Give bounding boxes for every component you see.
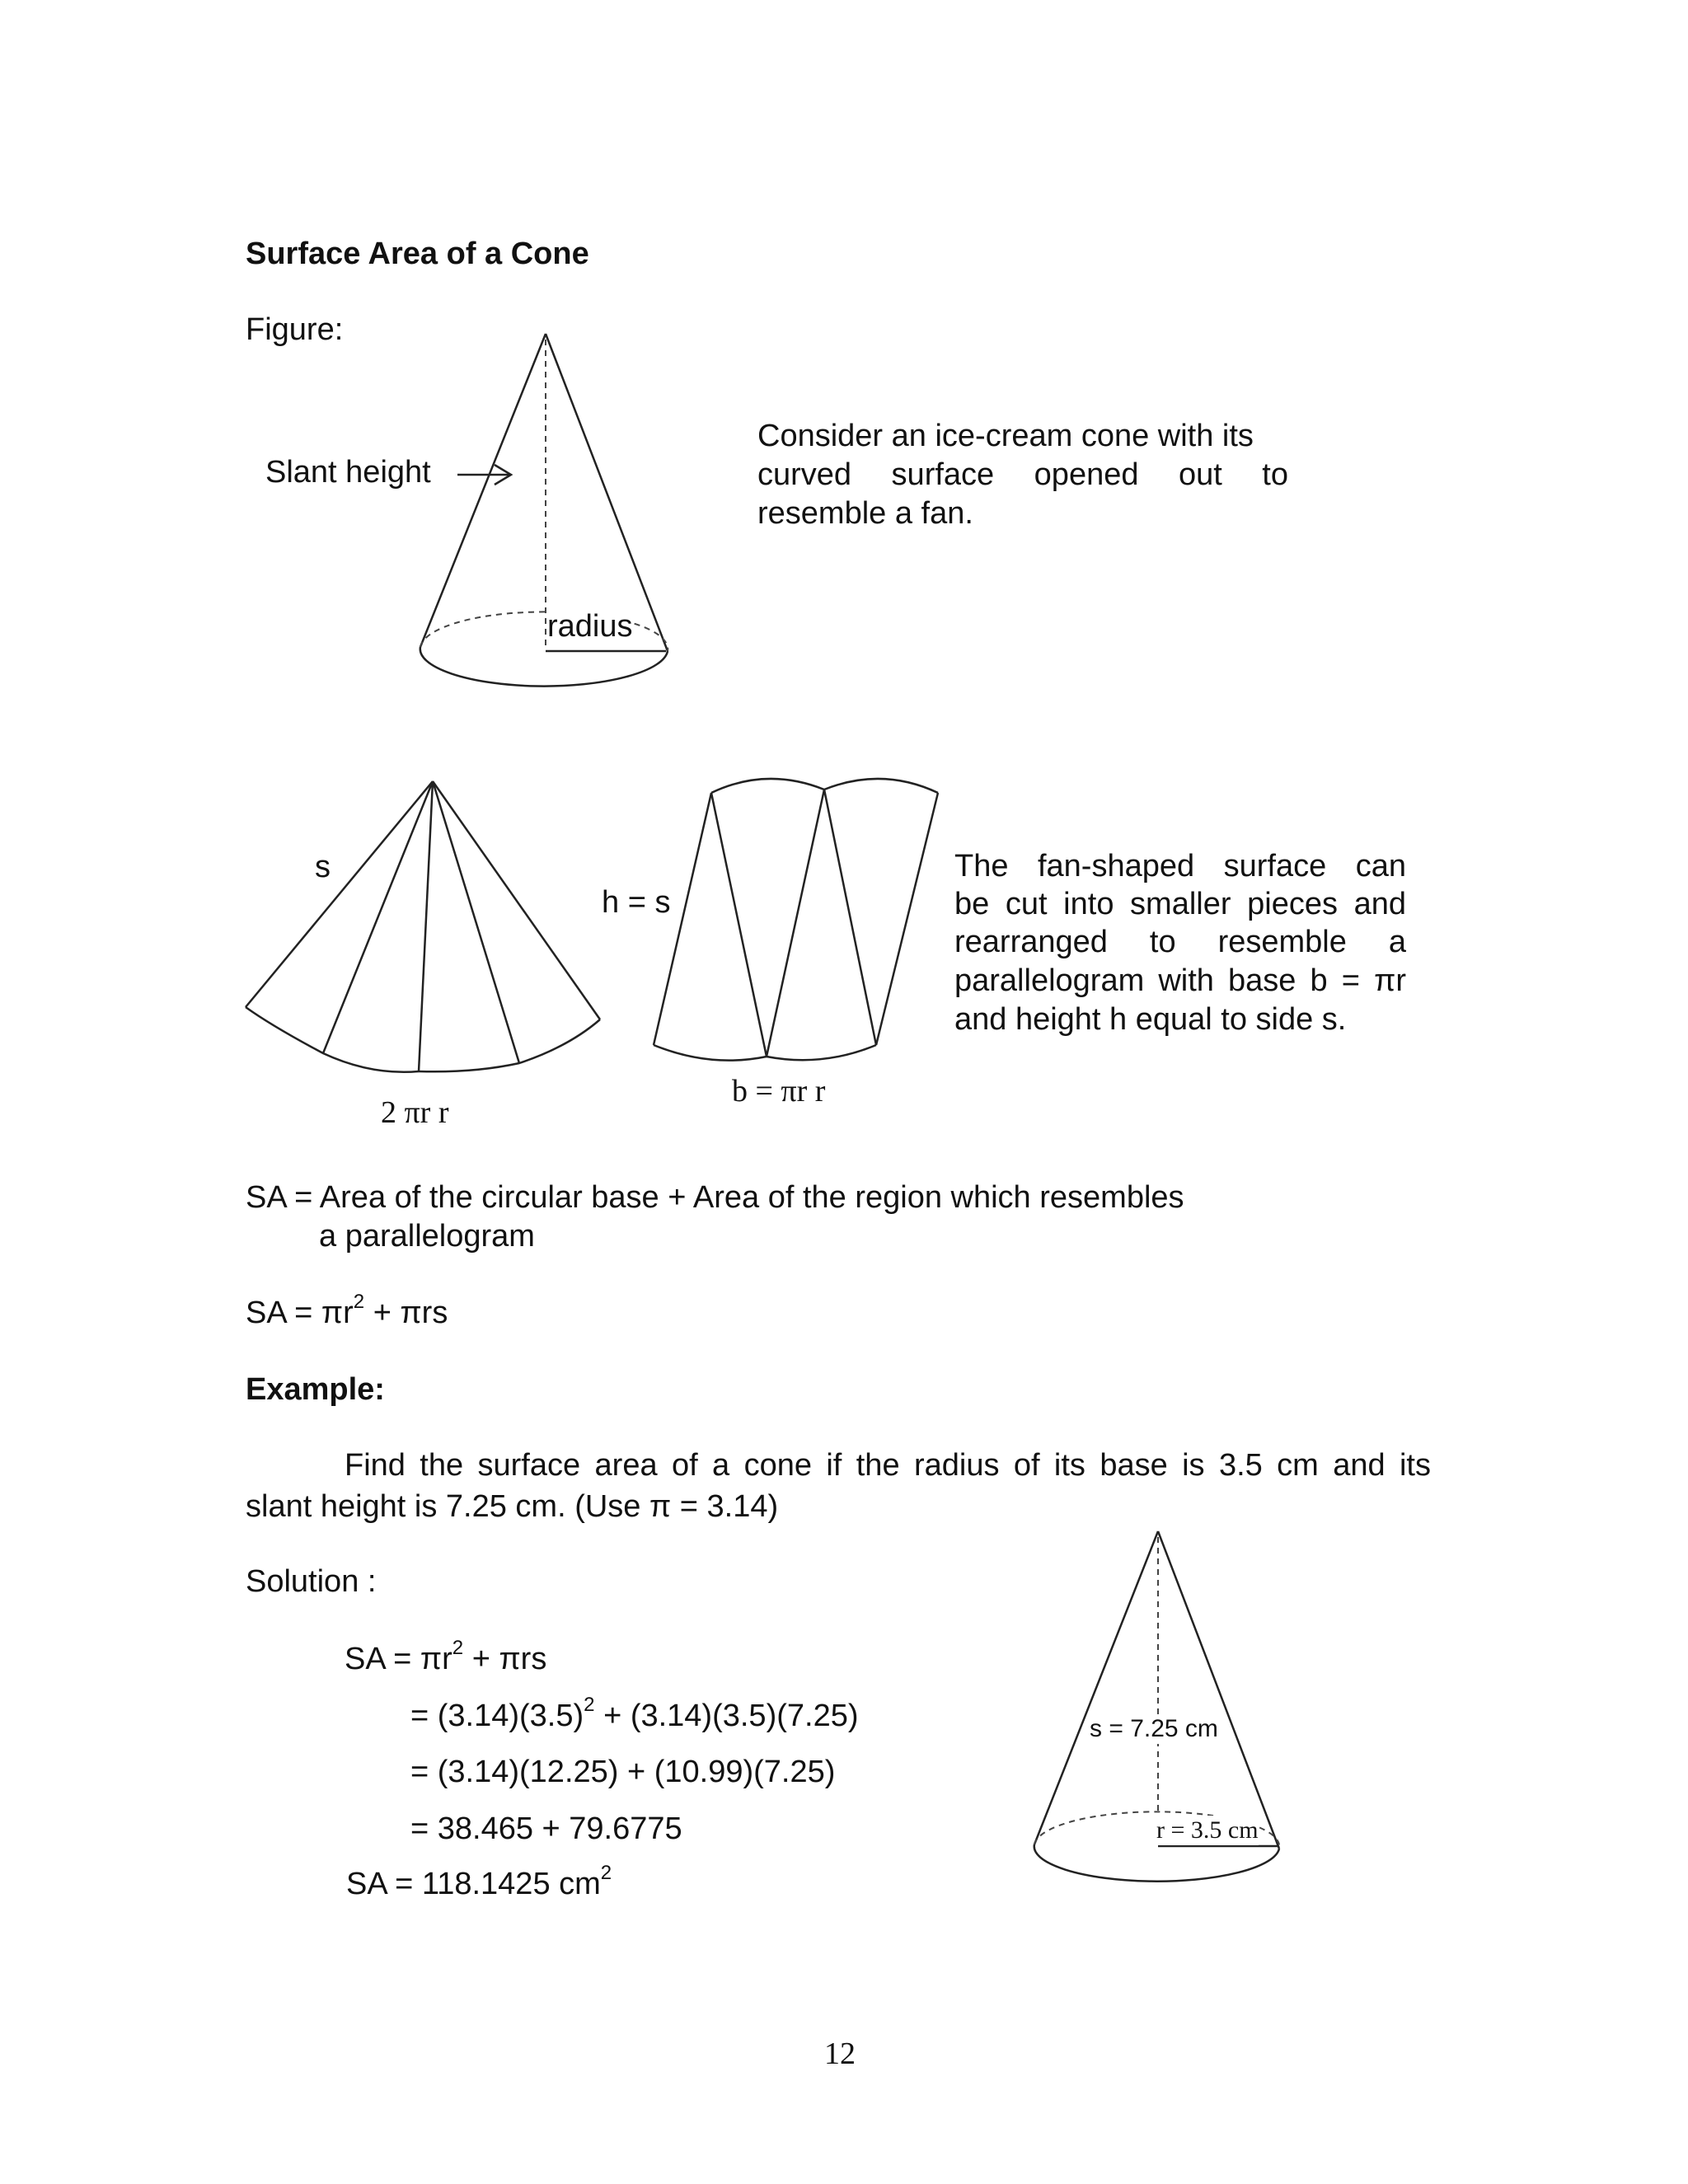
fan-figure: [246, 781, 600, 1072]
page-title: Surface Area of a Cone: [246, 237, 589, 271]
slant-length-label: s = 7.25 cm: [1090, 1715, 1218, 1742]
fan-arc-label: 2 πr r: [381, 1095, 449, 1130]
solution-label: Solution :: [246, 1564, 377, 1599]
example-problem: Find the surface area of a cone if the radius of its base is 3.5 cm and its: [345, 1448, 1431, 1483]
solution-result: SA = 118.1425 $cm^2$: [346, 1862, 612, 1901]
parallelogram-figure: [654, 779, 938, 1061]
figure2-description-line: and height h equal to side s.: [954, 1002, 1347, 1037]
sa-formula: SA = $\pi r^2 + \pi rs$: [246, 1291, 448, 1330]
figure2-description-line: be cut into smaller pieces and: [954, 887, 1406, 921]
figure2-description-line: rearranged to resemble a: [954, 925, 1406, 959]
solution-step: = $(3.14)(3.5)^2 + (3.14)(3.5)(7.25)$: [410, 1694, 859, 1733]
radius-label: radius: [547, 608, 633, 646]
solution-step: = 38.465 + 79.6775: [410, 1811, 682, 1846]
fan-s-label: s: [315, 850, 331, 884]
figure1-description-line: Consider an ice-cream cone with its: [757, 419, 1254, 453]
figure1-description-line: curved surface opened out to: [757, 457, 1288, 492]
arrow-icon: [457, 465, 511, 485]
figure-label: Figure:: [246, 312, 344, 347]
sa-definition: SA = Area of the circular base + Area of the region which resembles: [246, 1180, 1184, 1215]
example-problem-cont: slant height is 7.25 cm. (Use π = 3.14): [246, 1489, 779, 1524]
figure1-description-line: resemble a fan.: [757, 496, 973, 531]
slant-height-label: Slant height: [265, 455, 431, 490]
figure2-description-line: The fan-shaped surface can: [954, 849, 1406, 883]
page-number: 12: [824, 2036, 856, 2071]
solution-step: SA = $\pi r^2 + \pi rs$: [345, 1637, 547, 1676]
base-label: b = πr r: [732, 1074, 826, 1108]
radius-length-label: r = 3.5 cm: [1156, 1816, 1259, 1844]
height-label: h = s: [602, 885, 671, 920]
sa-definition-cont: a parallelogram: [319, 1219, 535, 1254]
figure2-description-line: parallelogram with base b = πr: [954, 963, 1406, 998]
solution-step: = (3.14)(12.25) + (10.99)(7.25): [410, 1755, 836, 1789]
example-heading: Example:: [246, 1372, 385, 1407]
